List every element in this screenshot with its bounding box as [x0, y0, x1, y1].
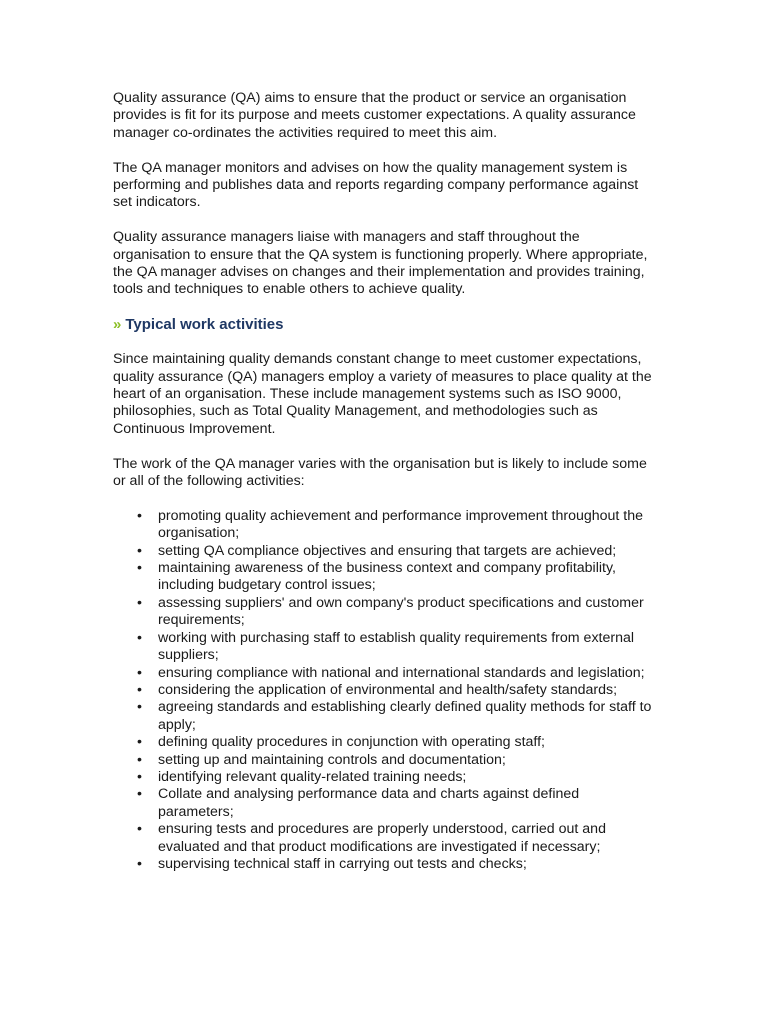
list-item-text: Collate and analysing performance data and charts against defined parameters; — [158, 786, 580, 820]
list-item — [113, 856, 658, 873]
list-item-text: working with purchasing staff to establish quality requirements from external suppliers; — [158, 629, 635, 664]
section-heading — [113, 316, 658, 334]
bullet-icon: • — [137, 664, 142, 681]
document-page — [113, 90, 658, 873]
list-item — [113, 595, 658, 630]
list-item-text: supervising technical staff in carrying out tests and checks; — [158, 855, 527, 872]
bullet-icon: • — [137, 786, 142, 803]
list-item-text: ensuring compliance with national and international standards and legislation; — [158, 664, 645, 681]
bullet-icon: • — [137, 751, 142, 768]
list-item-text: considering the application of environmental and health/safety standards; — [158, 681, 618, 698]
section-marker-icon: » — [113, 316, 122, 334]
bullet-icon: • — [137, 542, 142, 559]
bullet-icon: • — [137, 629, 142, 646]
list-item-text: identifying relevant quality-related training needs; — [158, 768, 467, 785]
list-item-text: setting up and maintaining controls and documentation; — [158, 751, 506, 768]
section-paragraph-1: Since maintaining quality demands constant change to meet customer expectations, quality assurance (QA) managers employ a variety of measures to place quality at the heart of an organisation. These include management systems such as ISO 9000, philosophies, such as Total Quality Management, and methodologies such as Continuous Improvement. — [113, 351, 652, 437]
list-item-text: agreeing standards and establishing clearly defined quality methods for staff to apply; — [158, 699, 652, 733]
bullet-icon: • — [137, 699, 142, 716]
intro-paragraph-1: Quality assurance (QA) aims to ensure that the product or service an organisation provides is fit for its purpose and meets customer expectations. A quality assurance manager co-ordinates the activities required to meet this aim. — [113, 90, 636, 141]
list-item — [113, 769, 658, 786]
list-item — [113, 682, 658, 699]
list-item — [113, 699, 658, 734]
intro-paragraph-3: Quality assurance managers liaise with managers and staff throughout the organisation to ensure that the QA system is functioning properly. Where appropriate, the QA manager advises on changes and their implementation and provides training, tools and techniques to enable others to achieve quality. — [113, 229, 648, 298]
bullet-icon: • — [137, 734, 142, 751]
list-item — [113, 560, 658, 595]
list-item — [113, 665, 658, 682]
bullet-icon: • — [137, 768, 142, 785]
list-item-text: promoting quality achievement and performance improvement throughout the organisation; — [158, 507, 644, 542]
list-item-text: maintaining awareness of the business context and company profitability, including budgetary control issues; — [158, 560, 616, 594]
list-item — [113, 786, 658, 821]
list-item — [113, 734, 658, 751]
bullet-icon: • — [137, 681, 142, 698]
bullet-icon: • — [137, 594, 142, 611]
bullet-icon: • — [137, 507, 142, 524]
list-item — [113, 752, 658, 769]
bullet-icon: • — [137, 855, 142, 872]
list-item — [113, 821, 658, 856]
intro-paragraph-2: The QA manager monitors and advises on how the quality management system is performing and publishes data and reports regarding company performance against set indicators. — [113, 159, 639, 211]
bullet-icon: • — [137, 560, 142, 577]
list-item — [113, 630, 658, 665]
bullet-icon: • — [137, 821, 142, 838]
list-item-text: ensuring tests and procedures are properly understood, carried out and evaluated and that product modifications are investigated if necessary; — [158, 821, 606, 855]
section-title: Typical work activities — [125, 316, 284, 334]
list-item-text: setting QA compliance objectives and ensuring that targets are achieved; — [158, 542, 617, 559]
section-paragraph-2: The work of the QA manager varies with the organisation but is likely to include some or all of the following activities: — [113, 455, 647, 490]
list-item — [113, 508, 658, 543]
activities-list — [113, 508, 658, 874]
list-item-text: defining quality procedures in conjunction with operating staff; — [158, 734, 545, 751]
list-item — [113, 543, 658, 560]
list-item-text: assessing suppliers' and own company's product specifications and customer requirements; — [158, 594, 644, 629]
